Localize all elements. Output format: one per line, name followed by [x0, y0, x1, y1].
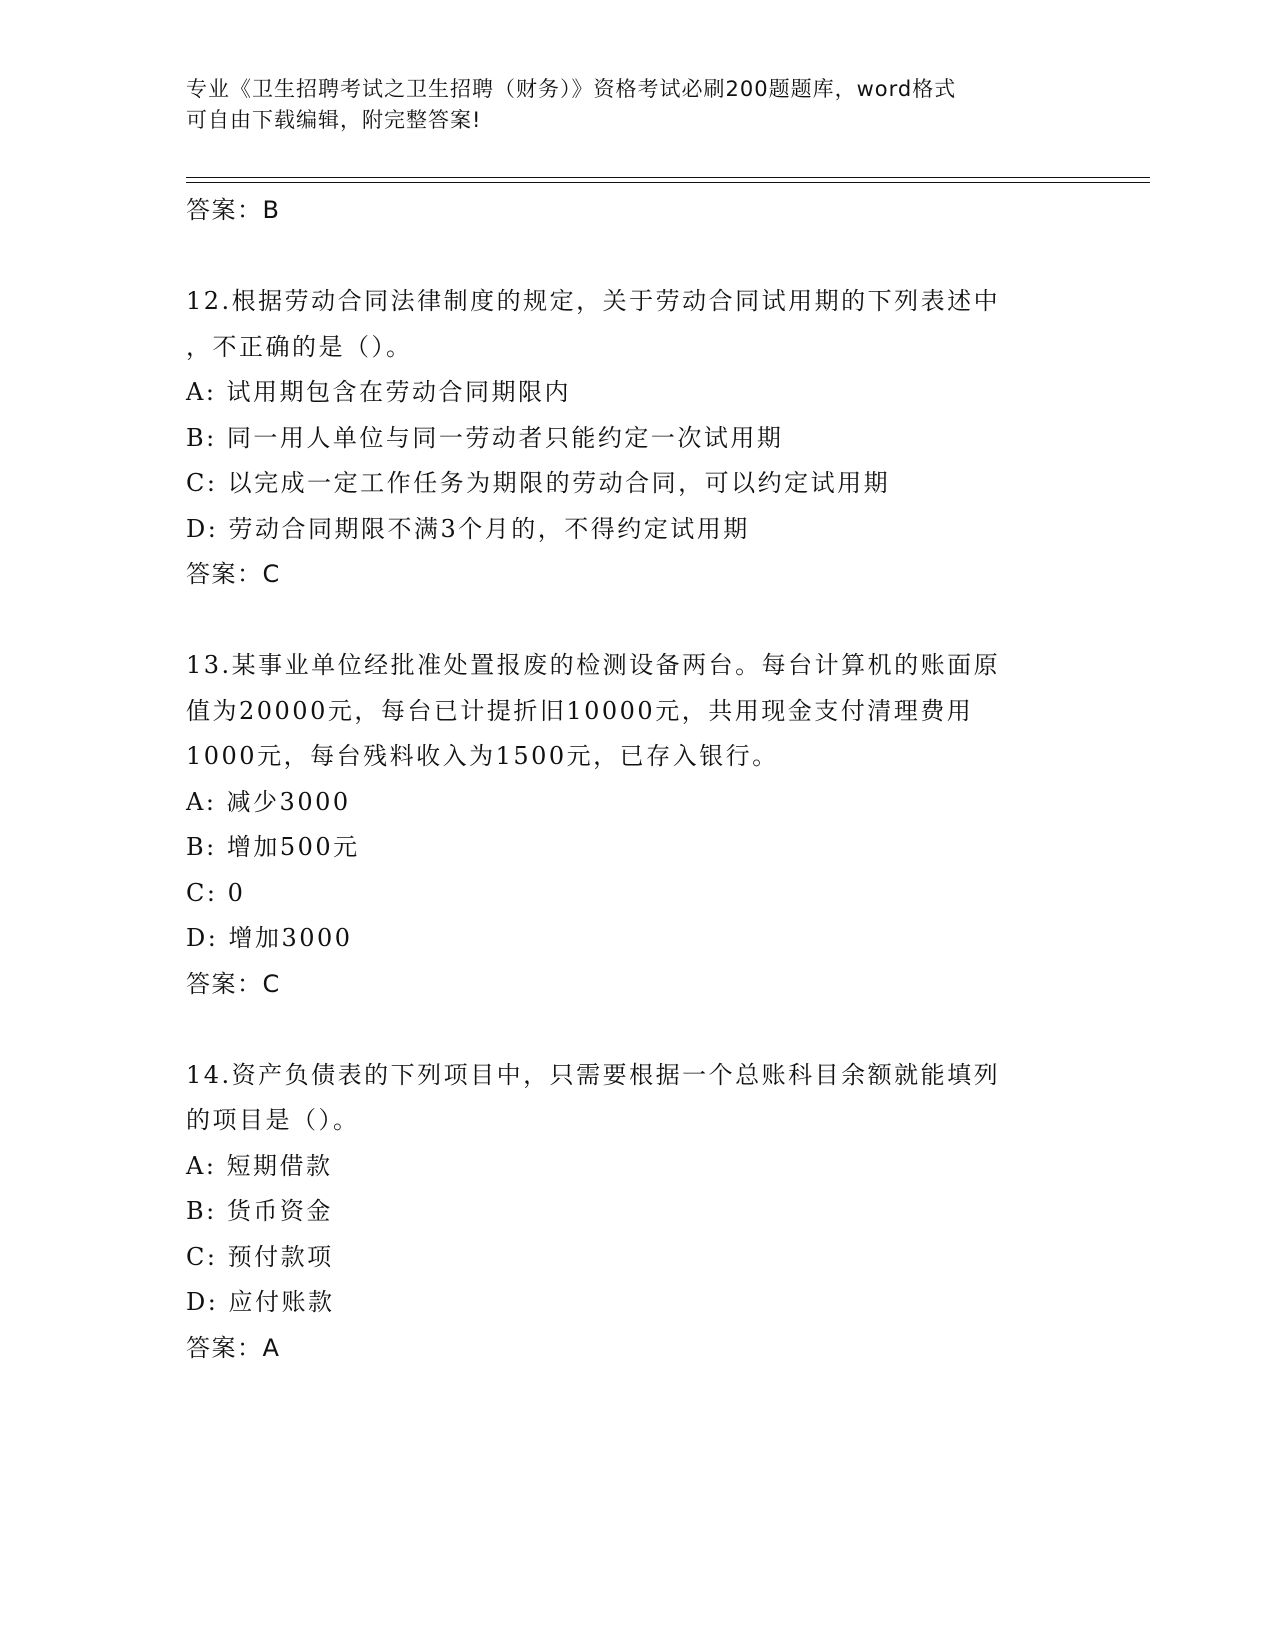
question-text-line: 12.根据劳动合同法律制度的规定，关于劳动合同试用期的下列表述中 — [186, 287, 1001, 315]
header-divider-top — [186, 177, 1150, 178]
question-text-line: 14.资产负债表的下列项目中，只需要根据一个总账科目余额就能填列 — [186, 1060, 1001, 1089]
question-block-12 — [186, 279, 1086, 598]
spacer — [186, 1007, 1086, 1053]
question-text-line: ，不正确的是（）。 — [186, 332, 413, 361]
option-a: A: 试用期包含在劳动合同期限内 — [186, 378, 572, 406]
header-line-1: 专业《卫生招聘考试之卫生招聘（财务）》资格考试必刷200题题库，word格式 — [186, 77, 957, 101]
option-b: B: 增加500元 — [186, 833, 360, 861]
option-c: C: 0 — [186, 878, 246, 907]
answer-line: 答案：C — [186, 560, 281, 588]
answer-line: 答案：C — [186, 969, 281, 998]
option-c: C: 预付款项 — [186, 1242, 334, 1271]
option-a: A: 减少3000 — [186, 787, 351, 816]
question-block-13 — [186, 643, 1086, 1007]
spacer — [186, 234, 1086, 280]
question-text-line: 值为20000元，每台已计提折旧10000元，共用现金支付清理费用 — [186, 696, 974, 725]
spacer — [186, 598, 1086, 644]
question-block-11-answer — [186, 188, 1086, 234]
option-b: B: 同一用人单位与同一劳动者只能约定一次试用期 — [186, 423, 784, 452]
document-header — [186, 74, 1066, 136]
option-d: D: 劳动合同期限不满3个月的，不得约定试用期 — [186, 514, 750, 543]
option-b: B: 货币资金 — [186, 1197, 333, 1225]
question-block-14 — [186, 1053, 1086, 1372]
question-text-line: 1000元，每台残料收入为1500元，已存入银行。 — [186, 742, 779, 770]
option-a: A: 短期借款 — [186, 1151, 333, 1180]
answer-line: 答案：B — [186, 196, 281, 224]
question-list — [186, 188, 1086, 1371]
header-divider-bottom — [186, 182, 1150, 183]
question-text-line: 13.某事业单位经批准处置报废的检测设备两台。每台计算机的账面原 — [186, 651, 1001, 679]
option-d: D: 增加3000 — [186, 924, 353, 952]
option-c: C: 以完成一定工作任务为期限的劳动合同，可以约定试用期 — [186, 469, 891, 497]
option-d: D: 应付账款 — [186, 1288, 335, 1316]
answer-line: 答案：A — [186, 1333, 281, 1362]
question-text-line: 的项目是（）。 — [186, 1106, 360, 1134]
header-line-2: 可自由下载编辑，附完整答案! — [186, 108, 482, 132]
